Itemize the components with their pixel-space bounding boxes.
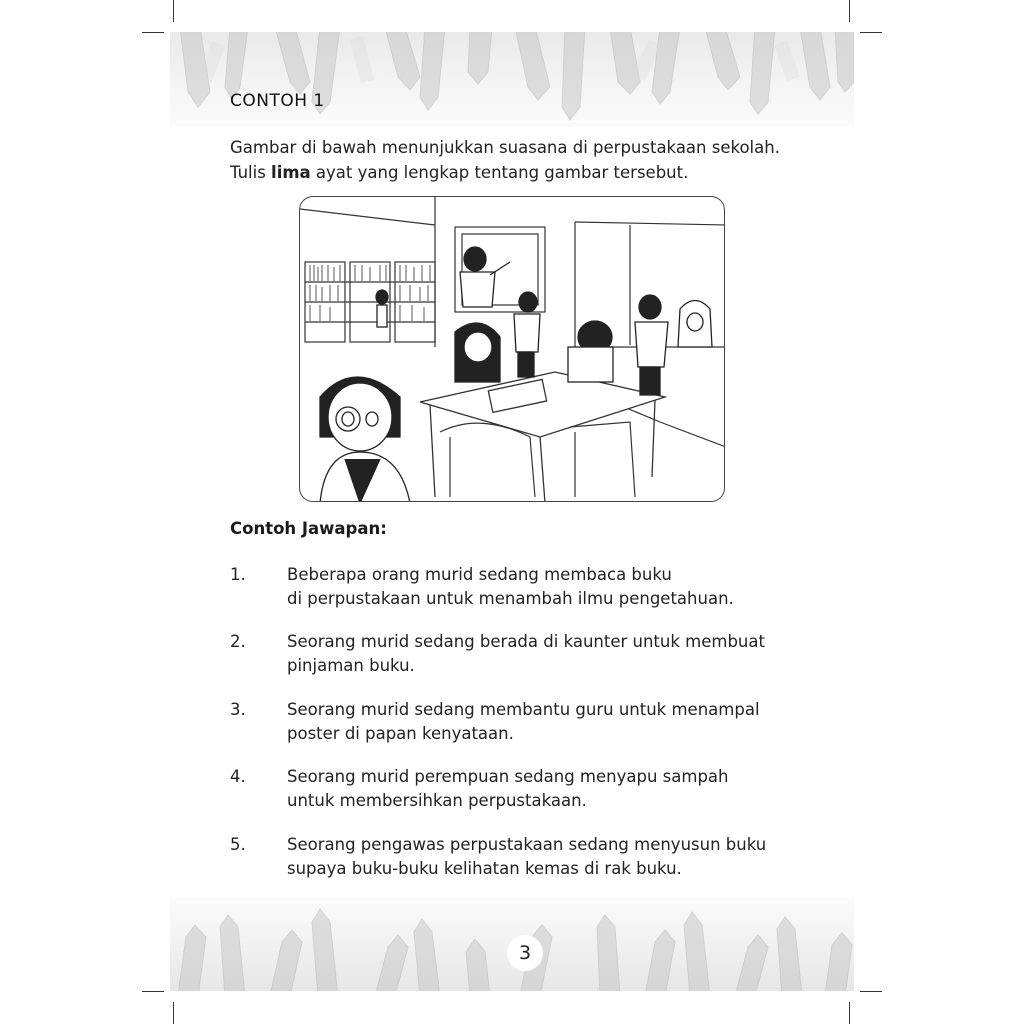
answer-line: di perpustakaan untuk menambah ilmu pengetahuan. [287, 589, 734, 608]
instructions [230, 135, 830, 185]
header-pencil-band [170, 32, 854, 127]
pencils-illustration [170, 32, 854, 127]
answer-text [287, 765, 827, 813]
answer-number: 5. [230, 835, 246, 854]
answer-text [287, 563, 827, 611]
answer-line: Seorang murid perempuan sedang menyapu sampah [287, 767, 729, 786]
crop-mark [849, 1002, 850, 1024]
answer-number: 4. [230, 767, 246, 786]
instruction-line-2: Tulis lima ayat yang lengkap tentang gambar tersebut. [230, 163, 689, 182]
answer-text [287, 833, 827, 881]
answer-text [287, 698, 827, 746]
crop-mark [142, 991, 164, 992]
answer-line: pinjaman buku. [287, 656, 415, 675]
page-title: CONTOH 1 [230, 91, 325, 111]
answer-number: 3. [230, 700, 246, 719]
answer-text [287, 630, 827, 678]
answer-line: poster di papan kenyataan. [287, 724, 514, 743]
crop-mark [860, 991, 882, 992]
crop-mark [849, 0, 850, 22]
answer-line: Seorang murid sedang berada di kaunter untuk membuat [287, 632, 765, 651]
answer-line: Seorang murid sedang membantu guru untuk menampal [287, 700, 760, 719]
answer-line: untuk membersihkan perpustakaan. [287, 791, 587, 810]
answer-line: Beberapa orang murid sedang membaca buku [287, 565, 672, 584]
answers-heading: Contoh Jawapan: [230, 519, 387, 538]
answer-number: 1. [230, 565, 246, 584]
crop-mark [173, 1002, 174, 1024]
instruction-line-1: Gambar di bawah menunjukkan suasana di perpustakaan sekolah. [230, 138, 780, 157]
answer-line: Seorang pengawas perpustakaan sedang menyusun buku [287, 835, 767, 854]
library-illustration [299, 196, 725, 502]
crop-mark [142, 32, 164, 33]
page-number: 3 [507, 935, 543, 971]
crop-mark [860, 32, 882, 33]
crop-mark [173, 0, 174, 22]
library-scene-drawing [300, 197, 725, 502]
answer-line: supaya buku-buku kelihatan kemas di rak buku. [287, 859, 682, 878]
answer-number: 2. [230, 632, 246, 651]
